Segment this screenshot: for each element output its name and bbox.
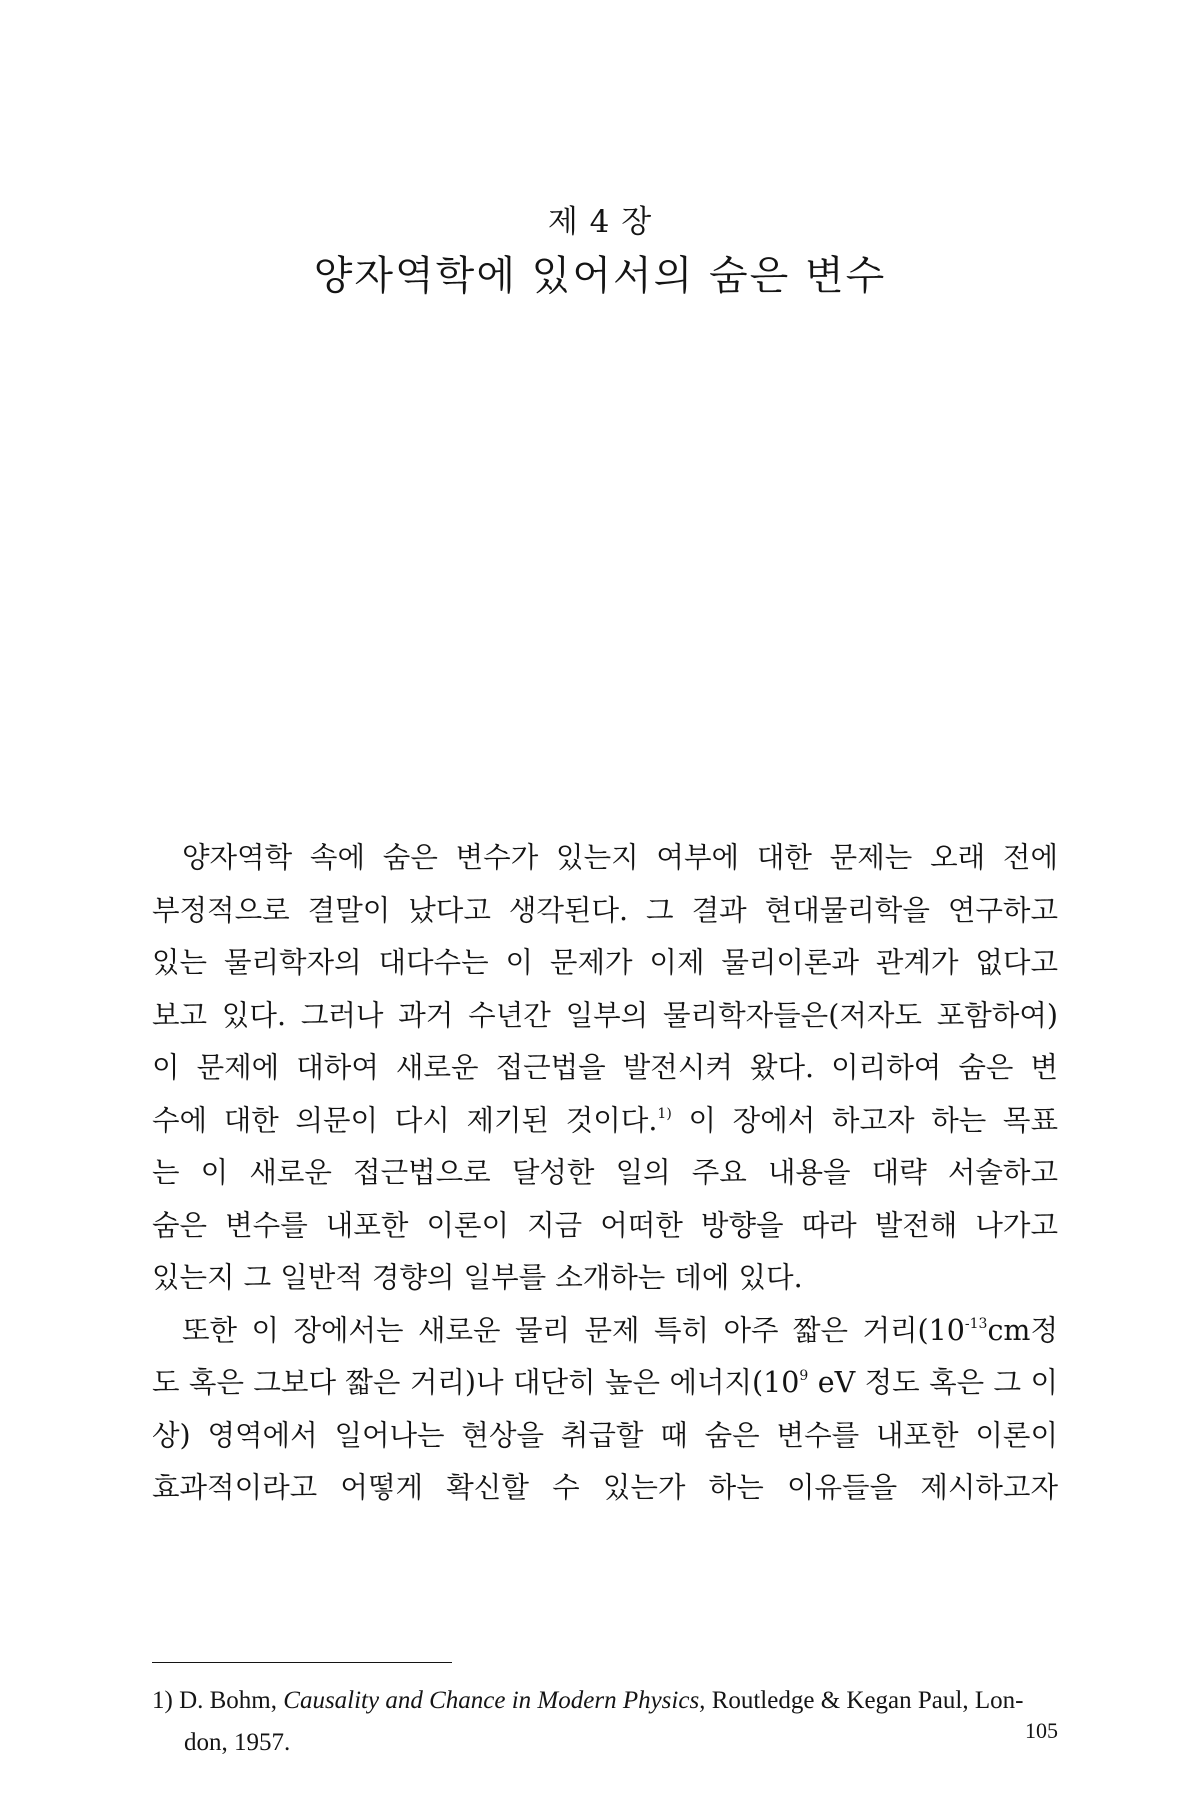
body-line	[152, 990, 1058, 1043]
body-line-text: 있는 물리학자의 대다수는 이 문제가 이제 물리이론과 관계가 없다고	[152, 946, 1058, 979]
body-line	[152, 1042, 1058, 1095]
chapter-title: 양자역학에 있어서의 숨은 변수	[313, 253, 887, 299]
body-line-text: 있는지 그 일반적 경향의 일부를 소개하는 데에 있다.	[152, 1261, 803, 1294]
body-line-text: 는 이 새로운 접근법으로 달성한 일의 주요 내용을 대략 서술하고	[152, 1156, 1058, 1189]
body-line-text: 보고 있다. 그러나 과거 수년간 일부의 물리학자들은(저자도 포함하여)	[152, 998, 1058, 1032]
body-line-text: 부정적으로 결말이 났다고 생각된다. 그 결과 현대물리학을 연구하고	[152, 893, 1058, 927]
body-line-text-after: cm정	[987, 1313, 1058, 1347]
body-line-text-after: eV 정도 혹은 그 이	[808, 1366, 1058, 1399]
body-line-text: 수에 대한 의문이 다시 제기된 것이다.	[152, 1103, 658, 1137]
body-line	[152, 832, 1058, 885]
body-line	[152, 1410, 1058, 1463]
page-number: 105	[1025, 1718, 1058, 1743]
body-line-text: 양자역학 속에 숨은 변수가 있는지 여부에 대한 문제는 오래 전에	[182, 841, 1058, 874]
body-line	[152, 1200, 1058, 1253]
footnote-divider	[152, 1662, 452, 1663]
body-line-text: 효과적이라고 어떻게 확신할 수 있는가 하는 이유들을 제시하고자	[152, 1471, 1058, 1504]
body-line	[152, 1147, 1058, 1200]
superscript: -13	[964, 1315, 988, 1332]
superscript: 1)	[657, 1105, 672, 1122]
body-line-text: 숨은 변수를 내포한 이론이 지금 어떠한 방향을 따라 발전해 나가고	[152, 1208, 1058, 1242]
footnote-line	[152, 1680, 1058, 1722]
body-line	[152, 1305, 1058, 1358]
body-line	[152, 1462, 1058, 1515]
footnote-continuation: don, 1957.	[184, 1729, 291, 1756]
footnote-marker: 1)	[152, 1687, 173, 1714]
body-line	[152, 1357, 1058, 1410]
body-line	[152, 885, 1058, 938]
footnote-publisher: Routledge & Kegan Paul, Lon-	[711, 1687, 1024, 1714]
body-line-text-after: 이 장에서 하고자 하는 목표	[671, 1103, 1058, 1137]
footnote	[152, 1680, 1058, 1764]
footnote-author: D. Bohm,	[179, 1687, 278, 1714]
body-line-text: 상) 영역에서 일어나는 현상을 취급할 때 숨은 변수를 내포한 이론이	[152, 1418, 1058, 1452]
footnote-book-title: Causality and Chance in Modern Physics,	[283, 1687, 706, 1714]
body-line-text: 도 혹은 그보다 짧은 거리)나 대단히 높은 에너지(10	[152, 1366, 800, 1399]
body-line-text: 이 문제에 대하여 새로운 접근법을 발전시켜 왔다. 이리하여 숨은 변	[152, 1051, 1058, 1084]
body-line	[152, 1095, 1058, 1148]
body-text	[152, 832, 1058, 1515]
body-line-text: 또한 이 장에서는 새로운 물리 문제 특히 아주 짧은 거리(10	[182, 1313, 965, 1347]
superscript: 9	[799, 1368, 809, 1384]
body-line	[152, 1252, 1058, 1305]
body-line	[152, 937, 1058, 990]
chapter-label: 제 4 장	[547, 204, 653, 240]
